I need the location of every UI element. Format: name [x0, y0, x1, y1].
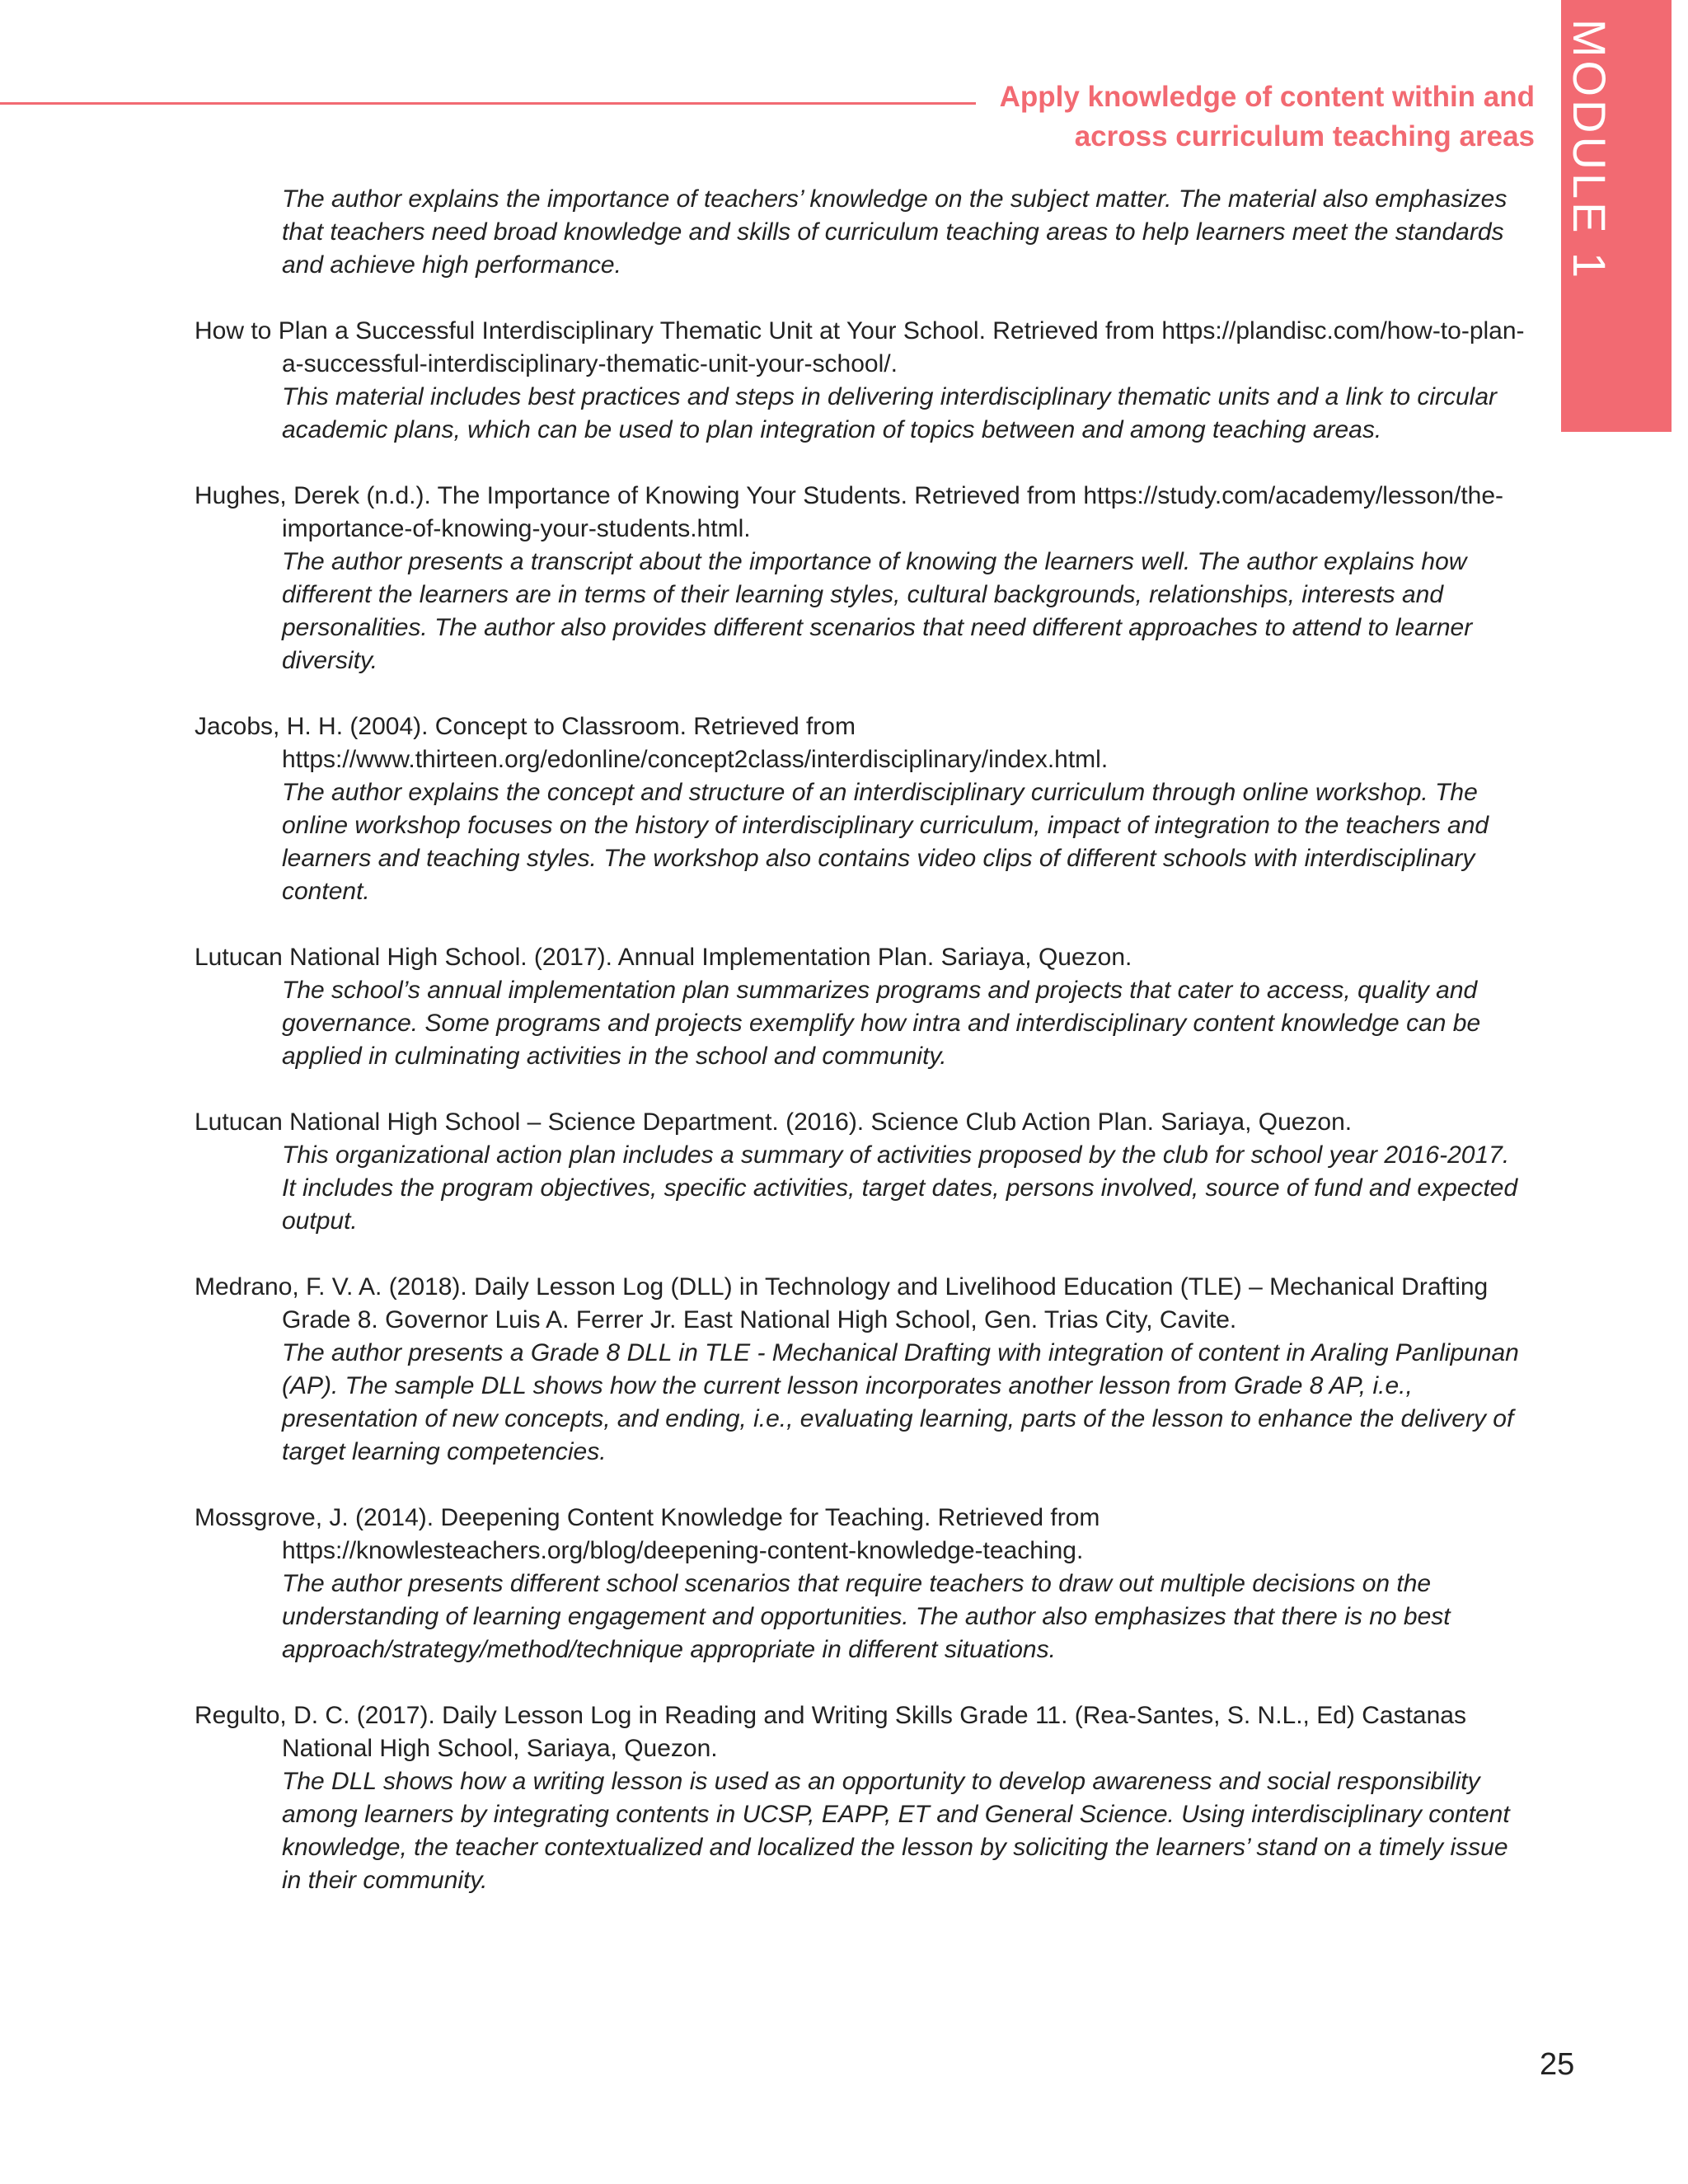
- reference-entry: [195, 1699, 1530, 1897]
- reference-citation: Regulto, D. C. (2017). Daily Lesson Log in Reading and Writing Skills Grade 11. (Rea-Santes, S. N.L., Ed) Castanas National High School, Sariaya, Quezon.: [195, 1702, 1466, 1762]
- reference-citation: Jacobs, H. H. (2004). Concept to Classroom. Retrieved from https://www.thirteen.org/edonline/concept2class/interdisciplinary/index.html.: [195, 713, 1109, 773]
- reference-entry: [195, 1271, 1530, 1469]
- reference-annotation: This material includes best practices and steps in delivering interdisciplinary thematic units and a link to circular academic plans, which can be used to plan integration of topics between and among teaching areas.: [282, 383, 1498, 443]
- reference-annotation: The author presents different school scenarios that require teachers to draw out multiple decisions on the understanding of learning engagement and opportunities. The author also emphasizes that there is no best approach/strategy/method/technique appropriate in different situations.: [282, 1570, 1451, 1663]
- section-heading-line-2: across curriculum teaching areas: [1074, 120, 1535, 152]
- reference-entry: [195, 480, 1530, 677]
- page-number: 25: [1540, 2047, 1575, 2082]
- reference-annotation: The author explains the concept and structure of an interdisciplinary curriculum through online workshop. The online workshop focuses on the history of interdisciplinary curriculum, impact of integration to the teachers and learners and teaching styles. The workshop also contains video clips of different schools with interdisciplinary content.: [282, 779, 1489, 905]
- reference-citation: Mossgrove, J. (2014). Deepening Content Knowledge for Teaching. Retrieved from https://knowlesteachers.org/blog/deepening-content-knowledge-teaching.: [195, 1504, 1100, 1564]
- reference-citation: How to Plan a Successful Interdisciplinary Thematic Unit at Your School. Retrieved from https://plandisc.com/how-to-plan-a-successful-interdisciplinary-thematic-unit-your-school/.: [195, 317, 1525, 377]
- reference-citation: Medrano, F. V. A. (2018). Daily Lesson Log (DLL) in Technology and Livelihood Education (TLE) – Mechanical Drafting Grade 8. Governor Luis A. Ferrer Jr. East National High School, Gen. Trias City, Cavite.: [195, 1273, 1489, 1333]
- reference-entry: [195, 183, 1530, 282]
- reference-citation: Hughes, Derek (n.d.). The Importance of Knowing Your Students. Retrieved from https://study.com/academy/lesson/the-importance-of-knowing-your-students.html.: [195, 482, 1504, 542]
- section-heading-line-1: Apply knowledge of content within and: [999, 81, 1535, 113]
- section-heading: [793, 77, 1535, 157]
- reference-entry: [195, 315, 1530, 447]
- reference-annotation: The author presents a transcript about the importance of knowing the learners well. The author explains how different the learners are in terms of their learning styles, cultural backgrounds, relationships, interests and personalities. The author also provides different scenarios that need different approaches to attend to learner diversity.: [282, 548, 1473, 674]
- reference-entry: [195, 1106, 1530, 1238]
- reference-annotation: The author presents a Grade 8 DLL in TLE - Mechanical Drafting with integration of content in Araling Panlipunan (AP). The sample DLL shows how the current lesson incorporates another lesson from Grade 8 AP, i.e., presentation of new concepts, and ending, i.e., evaluating learning, parts of the lesson to enhance the delivery of target learning competencies.: [282, 1339, 1519, 1465]
- reference-citation: Lutucan National High School. (2017). Annual Implementation Plan. Sariaya, Quezon.: [195, 944, 1132, 971]
- reference-annotation: The author explains the importance of teachers’ knowledge on the subject matter. The material also emphasizes that teachers need broad knowledge and skills of curriculum teaching areas to help learners meet the standards and achieve high performance.: [282, 185, 1507, 279]
- reference-annotation: The DLL shows how a writing lesson is used as an opportunity to develop awareness and social responsibility among learners by integrating contents in UCSP, EAPP, ET and General Science. Using interdisciplinary content knowledge, the teacher contextualized and localized the lesson by soliciting the learners’ stand on a timely issue in their community.: [282, 1768, 1510, 1894]
- reference-entry: [195, 1502, 1530, 1666]
- reference-entry: [195, 941, 1530, 1073]
- module-side-tab: [1561, 0, 1672, 432]
- reference-annotation: The school’s annual implementation plan summarizes programs and projects that cater to access, quality and governance. Some programs and projects exemplify how intra and interdisciplinary content knowledge can be applied in culminating activities in the school and community.: [282, 977, 1481, 1070]
- reference-annotation: This organizational action plan includes a summary of activities proposed by the club for school year 2016-2017. It includes the program objectives, specific activities, target dates, persons involved, source of fund and expected output.: [282, 1141, 1518, 1235]
- references-list: [195, 183, 1530, 1930]
- module-side-tab-label: MODULE 1: [1564, 18, 1615, 282]
- reference-citation: Lutucan National High School – Science Department. (2016). Science Club Action Plan. Sariaya, Quezon.: [195, 1108, 1353, 1136]
- reference-entry: [195, 710, 1530, 908]
